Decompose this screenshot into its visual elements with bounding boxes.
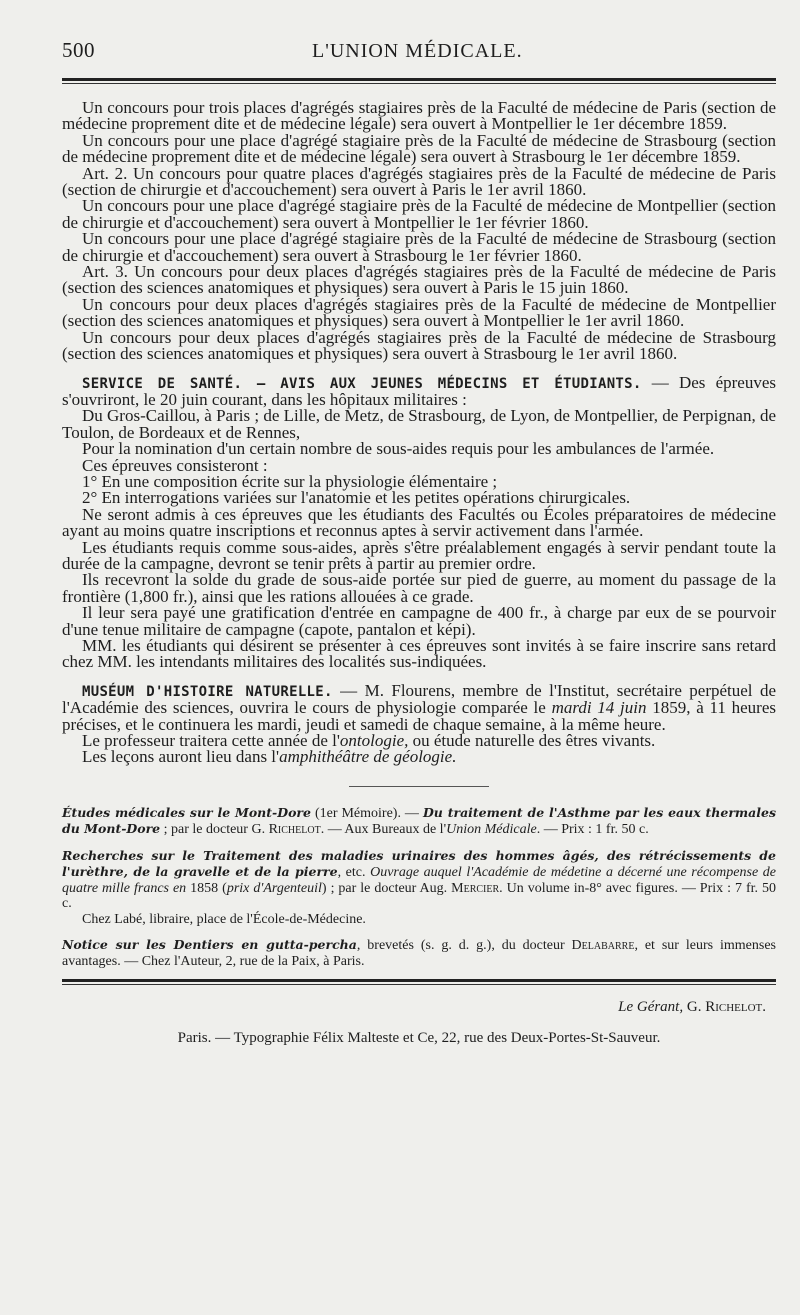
museum-date: mardi 14 juin — [551, 698, 647, 718]
ad-text: , etc. — [337, 865, 371, 881]
paragraph: Un concours pour deux places d'agrégés stagiaires près de la Faculté de médecine de Strasbourg (section des sciences anatomiques et physiques) sera ouvert à Strasbourg le 1er avril 1860. — [62, 327, 776, 364]
museum-place — [62, 749, 776, 765]
printer-imprint: Paris. — Typographie Félix Malteste et Ce, 22, rue des Deux-Portes-St-Sauveur. — [177, 1030, 661, 1047]
advertisements — [62, 805, 776, 970]
pay: Ils recevront la solde du grade de sous-aide portée sur pied de guerre, au moment du passage de la frontière (1,800 fr.), ainsi que les rations allouées à ce grade. — [62, 570, 776, 606]
ad-text: 1858 ( — [186, 880, 227, 896]
ad-italic: prix d'Argenteuil — [226, 880, 322, 896]
ad-publisher: Chez Labé, libraire, place de l'École-de-Médecine. — [82, 911, 366, 927]
paragraph: Un concours pour une place d'agrégé stagiaire près de la Faculté de médecine de Strasbourg (section de chirurgie et d'accouchement) sera ouvert à Strasbourg le 1er février 1860. — [62, 229, 776, 265]
paragraph: Art. 2. Un concours pour quatre places d'agrégés stagiaires près de la Faculté de médecine de Paris (section de chirurgie et d'accouchement) sera ouvert à Paris le 1er avril 1860. — [62, 163, 776, 200]
header-rule-thick — [62, 78, 776, 81]
ad-text: ; par le docteur — [160, 822, 252, 838]
consist: Ces épreuves consisteront : — [82, 455, 268, 475]
ad-title-secondary: Du traitement de l'Asthme par les eaux thermales du Mont-Dore — [62, 804, 776, 837]
footer-rule-thick — [62, 979, 776, 982]
museum-notice — [62, 680, 776, 734]
service-sante-intro — [62, 372, 776, 409]
list-item: 1° En une composition écrite sur la physiologie élémentaire ; — [82, 471, 498, 491]
service-sante-heading: SERVICE DE SANTÉ. — AVIS AUX JEUNES MÉDECINS ET ÉTUDIANTS. — [82, 375, 642, 392]
ad-author: Mercier — [451, 880, 500, 896]
campaign: Les étudiants requis comme sous-aides, après s'être préalablement engagés à servir pendant toute la durée de la campagne, devront se tenir prêts à partir au premier ordre. — [62, 537, 776, 573]
museum-text-a: — M. Flourens, membre de l'Institut, secrétaire perpétuel de l'Académie des sciences, ouvrira le cours de physiologie comparée le — [62, 680, 776, 718]
gratification: Il leur sera payé une gratification d'entrée en campagne de 400 fr., à charge par eux de se pourvoir d'une tenue militaire de campagne (capote, pantalon et képi). — [62, 603, 776, 639]
ad-text: . Un volume in-8° avec figures. — Prix : 7 fr. 50 c. — [62, 880, 776, 912]
list-item: 2° En interrogations variées sur l'anatomie et les petites opérations chirurgicales. — [82, 488, 631, 508]
ad-text: (1er Mémoire). — — [310, 805, 423, 821]
museum-place-a: Les leçons auront lieu dans l' — [82, 747, 280, 767]
paragraph: Un concours pour trois places d'agrégés stagiaires près de la Faculté de médecine de Paris (section de médecine proprement dite et de médecine légale) sera ouvert à Montpellier le 1er décembre 1859. — [62, 98, 776, 134]
journal-title: L'UNION MÉDICALE. — [312, 40, 523, 62]
ad-text: . — Prix : 1 fr. 50 c. — [536, 822, 649, 838]
ad-text: ) ; par le docteur Aug. — [321, 880, 452, 896]
ad-mont-dore — [62, 805, 776, 838]
service-sante-intro-text: — Des épreuves s'ouvriront, le 20 juin courant, dans les hôpitaux militaires : — [62, 372, 776, 409]
ad-title: Études médicales sur le Mont-Dore — [62, 804, 311, 820]
museum-place-italic: amphithéâtre de géologie. — [279, 747, 457, 767]
purpose: Pour la nomination d'un certain nombre de sous-aides requis pour les ambulances de l'armée. — [82, 439, 715, 459]
section-divider — [349, 786, 489, 787]
ad-maladies-urinaires — [62, 848, 776, 928]
page-header — [62, 38, 776, 68]
article-body — [62, 100, 776, 766]
ad-italic: Ouvrage auquel l'Académie de médetine a décerné une récompense de quatre mille francs en — [62, 865, 776, 896]
ad-text: , brevetés (s. g. d. g.), du docteur — [356, 938, 572, 954]
header-rule-thin — [62, 83, 776, 84]
paragraph: Un concours pour une place d'agrégé stagiaire près de la Faculté de médecine de Montpellier (section de chirurgie et d'accouchement) sera ouvert à Montpellier le 1er février 1860. — [62, 196, 776, 232]
admission: Ne seront admis à ces épreuves que les étudiants des Facultés ou Écoles préparatoires de médecine ayant au moins quatre inscriptions et reconnus aptes à servir activement dans l'armée. — [62, 504, 776, 541]
footer-rule-thin — [62, 984, 776, 985]
ad-journal: Union Médicale — [446, 822, 537, 838]
museum-heading: MUSÉUM D'HISTOIRE NATURELLE. — [82, 683, 333, 700]
paragraph: Un concours pour une place d'agrégé stagiaire près de la Faculté de médecine de Strasbourg (section de médecine proprement dite et de médecine légale) sera ouvert à Strasbourg le 1er décembre 1859. — [62, 130, 776, 167]
ad-dentiers — [62, 937, 776, 969]
gerant-label: Le Gérant, — [618, 999, 684, 1016]
museum-text-b: 1859, à 11 heures précises, et le continuera les mardi, jeudi et samedi de chaque semaine, à la même heure. — [62, 698, 776, 734]
ad-title: Recherches sur le Traitement des maladies urinaires des hommes âgés, des rétrécissements de l'urèthre, de la gravelle et de la pierre — [62, 847, 776, 880]
museum-topic-b: ou étude naturelle des êtres vivants. — [408, 731, 656, 751]
ad-text: . — Aux Bureaux de l' — [320, 822, 447, 838]
hospitals-list: Du Gros-Caillou, à Paris ; de Lille, de Metz, de Strasbourg, de Lyon, de Montpellier, de Perpignan, de Toulon, de Bordeaux et de Rennes, — [62, 406, 776, 442]
ad-text: , et sur leurs immenses avantages. — Chez l'Auteur, 2, rue de la Paix, à Paris. — [62, 938, 776, 969]
museum-topic-italic: ontologie, — [339, 731, 409, 751]
register: MM. les étudiants qui désirent se présenter à ces épreuves sont invités à se faire inscrire sans retard chez MM. les intendants militaires des localités sus-indiquées. — [62, 636, 776, 672]
page-number: 500 — [62, 38, 95, 62]
paragraph: Un concours pour deux places d'agrégés stagiaires près de la Faculté de médecine de Montpellier (section des sciences anatomiques et physiques) sera ouvert à Montpellier le 1er avril 1860. — [62, 294, 776, 331]
paragraph: Art. 3. Un concours pour deux places d'agrégés stagiaires près de la Faculté de médecine de Paris (section des sciences anatomiques et physiques) sera ouvert à Paris le 15 juin 1860. — [62, 262, 776, 298]
gerant-signature — [62, 999, 776, 1016]
museum-topic-a: Le professeur traitera cette année de l' — [82, 731, 340, 751]
ad-title: Notice sur les Dentiers en gutta-percha — [62, 937, 357, 953]
gerant-name: G. Richelot. — [683, 999, 766, 1016]
ad-author: G. Richelot — [251, 822, 321, 838]
ad-author: Delabarre — [571, 938, 635, 954]
